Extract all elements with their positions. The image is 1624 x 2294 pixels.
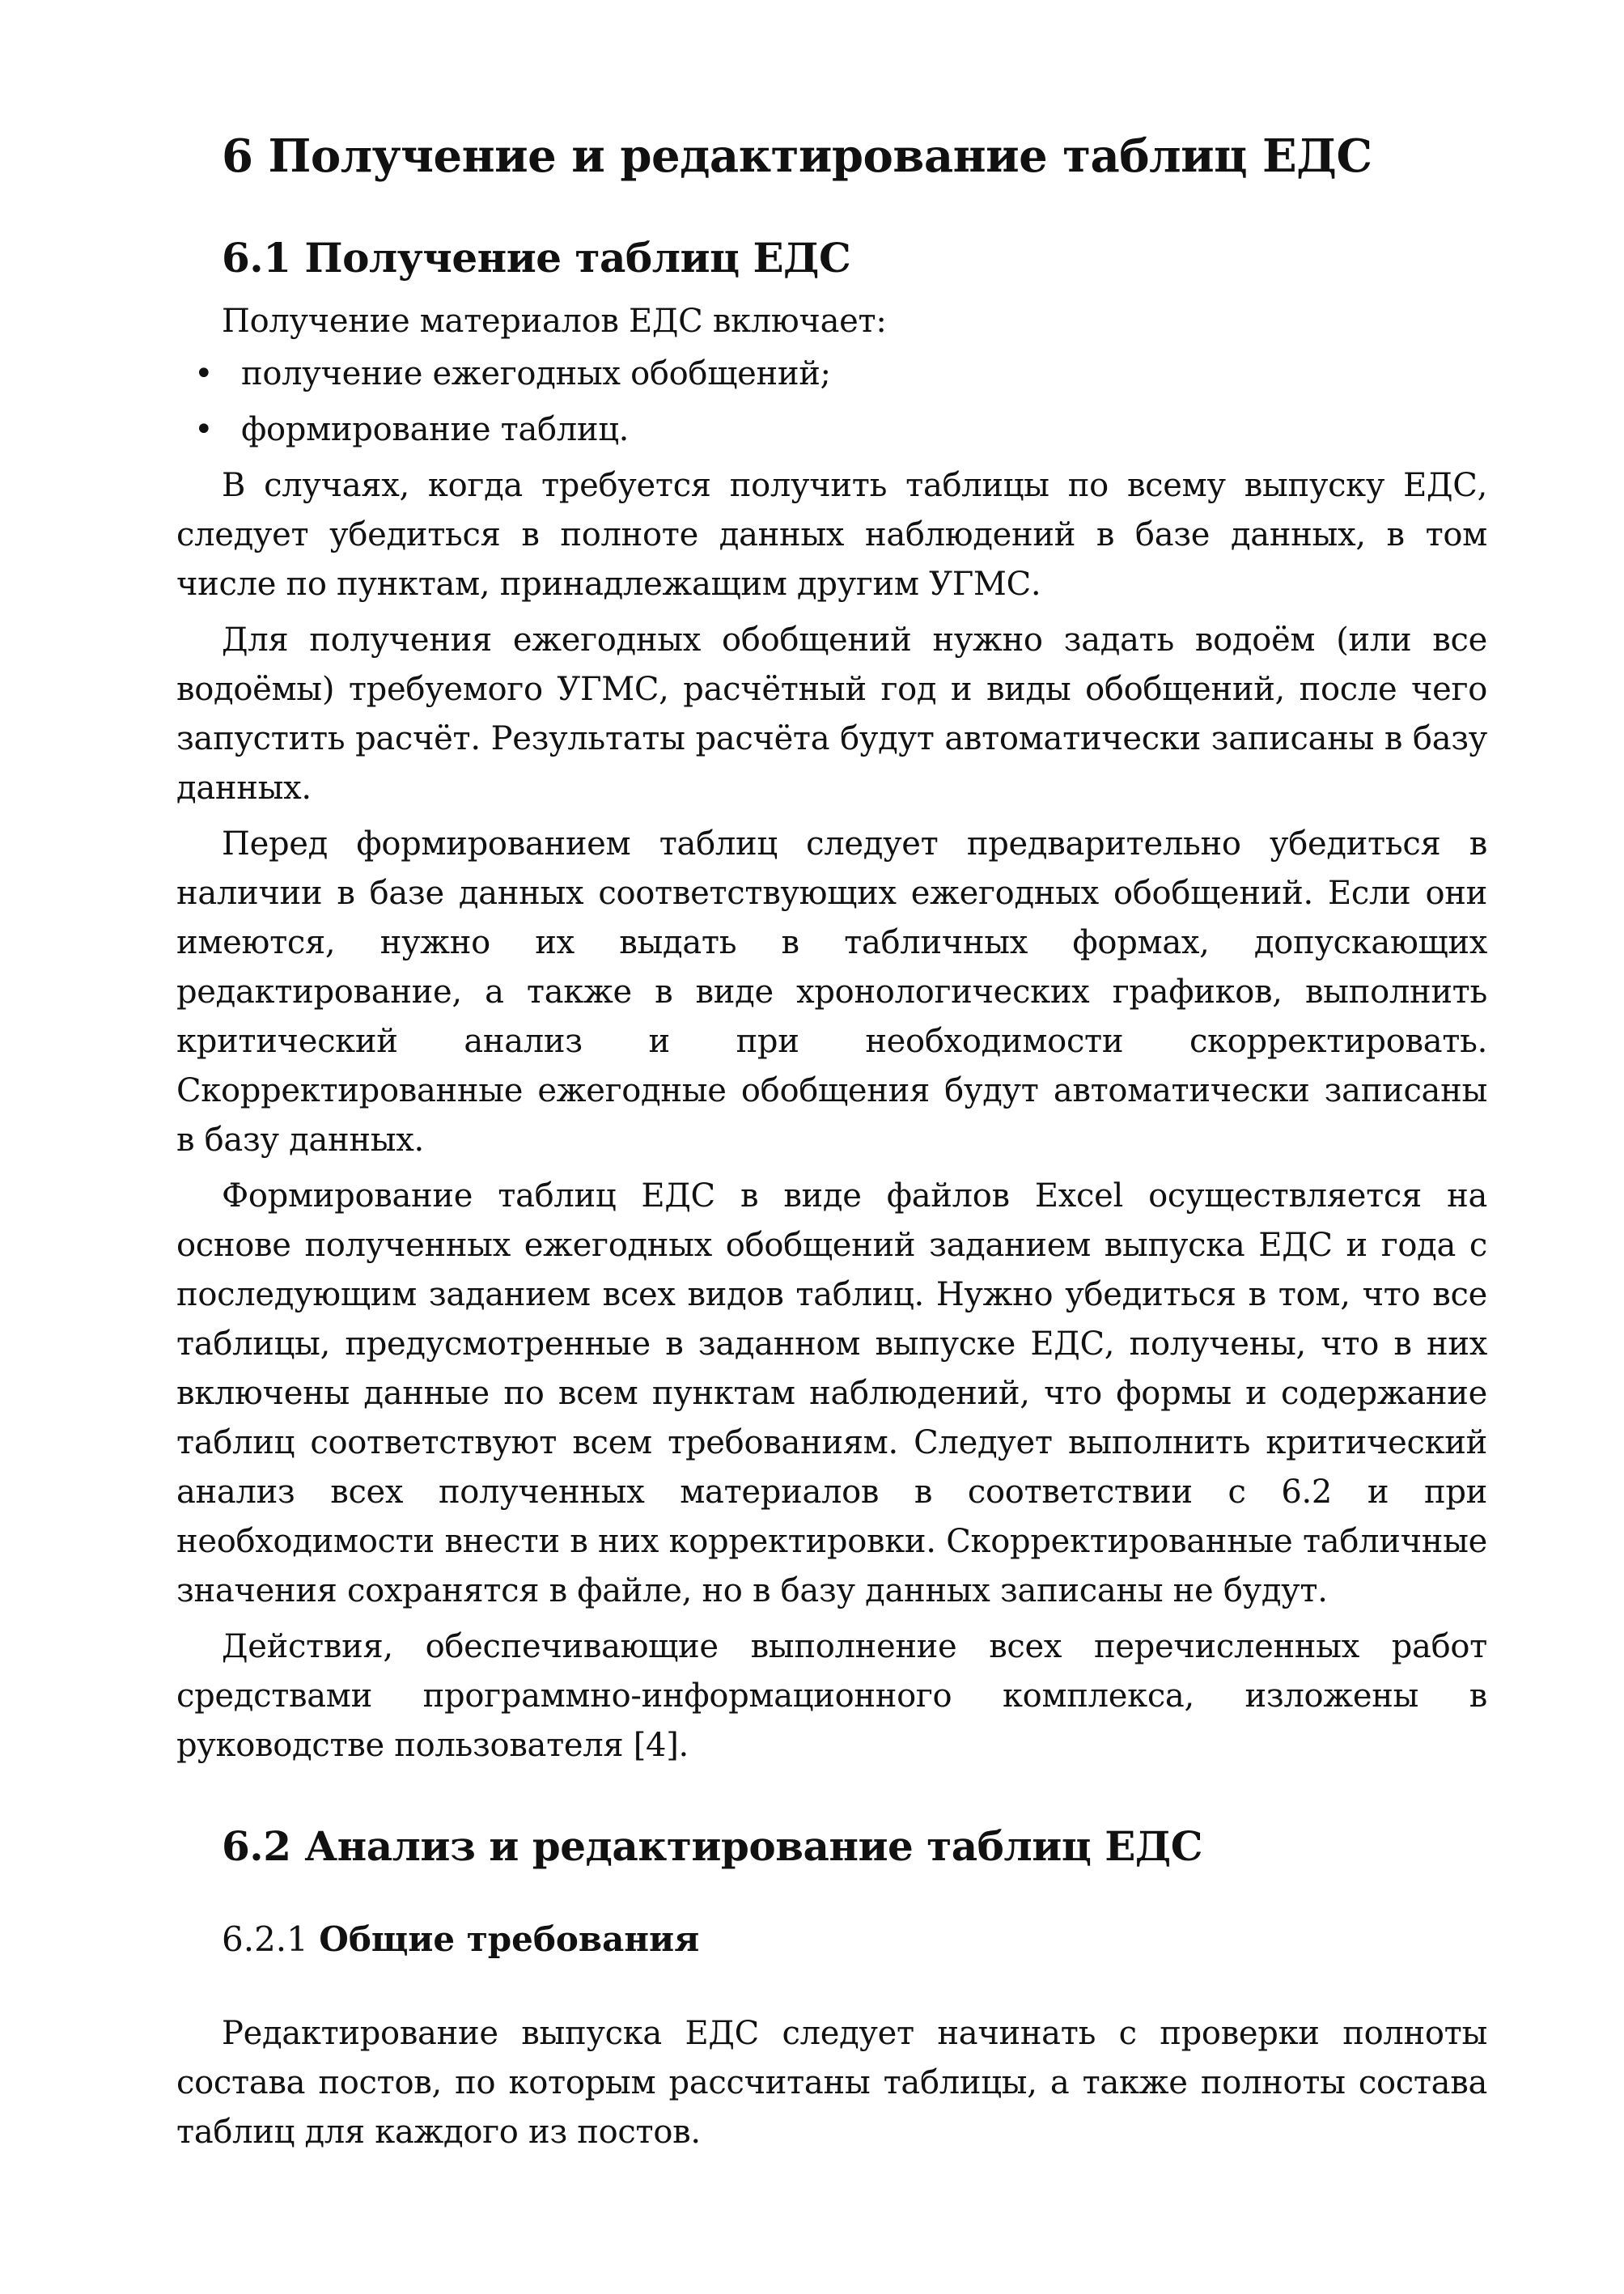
subsection-number: 6.2.1 (222, 1919, 308, 1960)
body-paragraph: Для получения ежегодных обобщений нужно задать водоём (или все водоёмы) требуемого УГМС, расчётный год и виды обобщений, после чего запустить расчёт. Результаты расчёта будут автоматически записаны в базу данных. (176, 621, 1487, 808)
body-paragraph: В случаях, когда требуется получить таблицы по всему выпуску ЕДС, следует убедиться в полноте данных наблюдений в базе данных, в том числе по пунктам, принадлежащим другим УГМС. (176, 467, 1487, 604)
body-paragraph: Перед формированием таблиц следует предварительно убедиться в наличии в базе данных соответствующих ежегодных обобщений. Если они имеются, нужно их выдать в табличных формах, допускающих редактирование, а также в виде хронологических графиков, выполнить критический анализ и при необходимости скорректировать. Скорректированные ежегодные обобщения будут автоматически записаны в базу данных. (176, 825, 1487, 1160)
list-item-text: получение ежегодных обобщений; (241, 355, 831, 393)
page-content (176, 129, 1487, 2164)
subsection-title-text: Общие требования (319, 1919, 700, 1960)
section-title-6-2: 6.2 Анализ и редактирование таблиц ЕДС (222, 1822, 1203, 1871)
subsection-title-6-2-1 (222, 1919, 1487, 1960)
list-item-text: формирование таблиц. (241, 411, 630, 449)
body-paragraph: Действия, обеспечивающие выполнение всех перечисленных работ средствами программно-информационного комплекса, изложены в руководстве пользователя [4]. (176, 1628, 1487, 1765)
body-paragraph: Редактирование выпуска ЕДС следует начинать с проверки полноты состава постов, по которым рассчитаны таблицы, а также полноты состава таблиц для каждого из постов. (176, 2014, 1487, 2151)
list-item (176, 350, 1487, 399)
section-title-6-1: 6.1 Получение таблиц ЕДС (222, 234, 851, 282)
bullet-icon: • (194, 411, 214, 449)
chapter-title: 6 Получение и редактирование таблиц ЕДС (222, 129, 1372, 183)
body-paragraph: Формирование таблиц ЕДС в виде файлов Excel осуществляется на основе полученных ежегодных обобщений заданием выпуска ЕДС и года с последующим заданием всех видов таблиц. Нужно убедиться в том, что все таблицы, предусмотренные в заданном выпуске ЕДС, получены, что в них включены данные по всем пунктам наблюдений, что формы и содержание таблиц соответствуют всем требованиям. Следует выполнить критический анализ всех полученных материалов в соответствии с 6.2 и при необходимости внести в них корректировки. Скорректированные табличные значения сохранятся в файле, но в базу данных записаны не будут. (176, 1177, 1487, 1610)
bullet-list (176, 350, 1487, 455)
section-lead-paragraph: Получение материалов ЕДС включает: (222, 303, 887, 341)
bullet-icon: • (194, 355, 214, 393)
list-item (176, 405, 1487, 455)
